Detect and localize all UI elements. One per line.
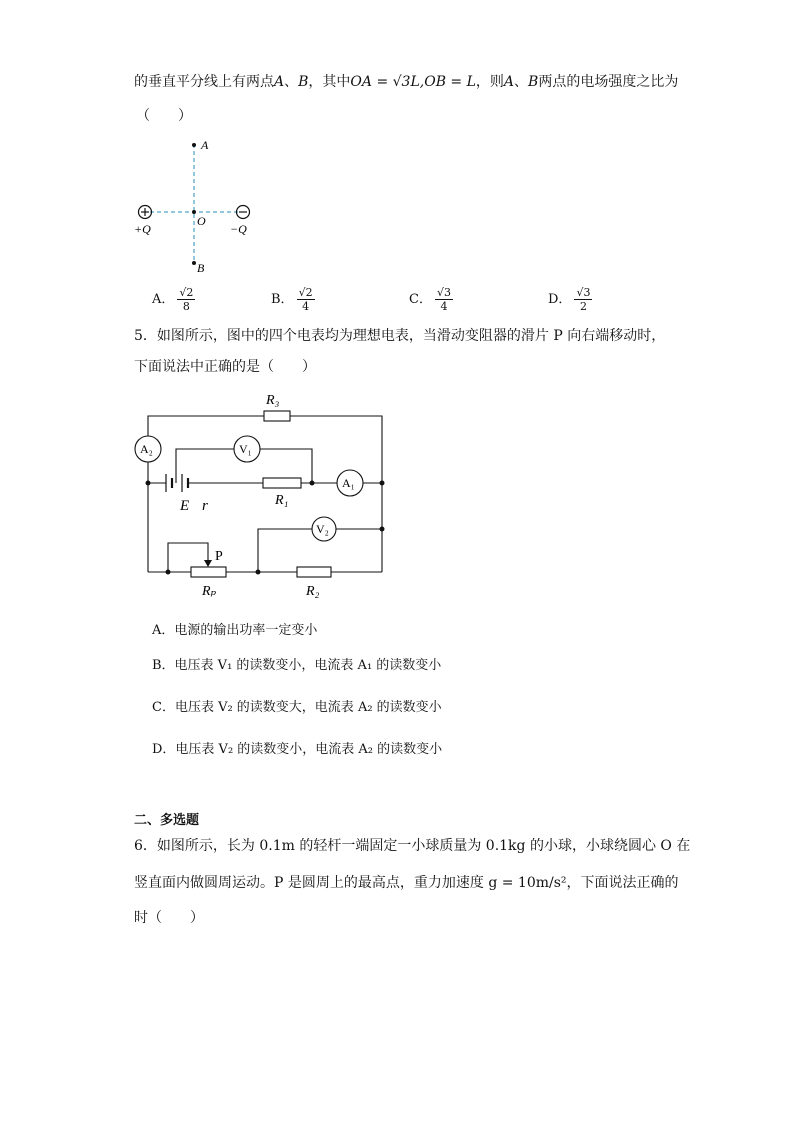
q6-stem-line2: 竖直面内做圆周运动。P 是圆周上的最高点，重力加速度 g = 10m/s²，下面说法正确的	[134, 875, 679, 891]
q4-stem-text: ，其中	[308, 74, 351, 90]
option-letter: A．	[152, 292, 175, 307]
label-v2: V₂	[316, 522, 329, 536]
fraction: $\frac{√3}{4}$	[436, 286, 451, 313]
label-rp: Rₚ	[202, 584, 217, 599]
battery-icon	[166, 474, 188, 492]
q6-stem-line3: 时（ ）	[134, 910, 204, 926]
q4-stem-text: 的垂直平分线上有两点	[134, 74, 274, 90]
q4-option-b[interactable]	[271, 286, 315, 313]
fraction: $\frac{√2}{4}$	[298, 286, 313, 313]
label-o: O	[197, 214, 206, 228]
separator: 、	[284, 74, 299, 90]
fraction: $\frac{√3}{2}$	[576, 286, 591, 313]
point-a-label: A	[503, 74, 515, 90]
q4-stem-text: 两点的电场强度之比为	[538, 74, 679, 90]
option-letter: C．	[409, 292, 432, 307]
q4-answer-bracket: （ ）	[136, 108, 192, 124]
label-r3: R₃	[266, 393, 280, 408]
label-r: r	[202, 498, 208, 514]
point-a-label: A	[274, 74, 285, 90]
q4-formula: OA = √3L,OB = L	[350, 74, 476, 90]
point-o-dot	[192, 210, 196, 214]
label-positive-q: +Q	[134, 222, 151, 236]
q4-option-d[interactable]	[548, 286, 592, 313]
point-b-dot	[192, 261, 196, 265]
rheostat-rp	[191, 567, 226, 577]
label-v1: V₁	[239, 442, 252, 456]
q4-stem-text: ，则	[475, 74, 504, 90]
label-a1: A₁	[342, 476, 355, 490]
positive-charge-icon	[139, 206, 152, 219]
q4-option-a[interactable]	[152, 286, 195, 313]
slider-arrow-icon	[204, 560, 212, 567]
q5-stem-line1: 5．如图所示，图中的四个电表均为理想电表，当滑动变阻器的滑片 P 向右端移动时，	[134, 328, 666, 344]
label-r2: R₂	[306, 584, 320, 599]
q5-stem-line2: 下面说法中正确的是（ ）	[134, 359, 316, 375]
q4-charge-figure	[130, 132, 270, 280]
q5-circuit-diagram	[130, 388, 400, 608]
label-a: A	[201, 138, 209, 152]
point-b-label: B	[298, 74, 309, 90]
q5-option-a[interactable]: A．电源的输出功率一定变小	[152, 623, 318, 638]
point-a-dot	[192, 143, 196, 147]
option-letter: B．	[271, 292, 294, 307]
label-r1: R₁	[275, 493, 289, 508]
q4-option-c[interactable]	[409, 286, 453, 313]
resistor-r1	[263, 478, 301, 488]
fraction: $\frac{√2}{8}$	[179, 286, 194, 313]
resistor-r3	[264, 411, 290, 421]
q5-option-c[interactable]: C．电压表 V₂ 的读数变大，电流表 A₂ 的读数变小	[152, 700, 442, 715]
q5-option-b[interactable]: B．电压表 V₁ 的读数变小，电流表 A₁ 的读数变小	[152, 658, 442, 673]
separator: 、	[514, 74, 529, 90]
section-title: 二、多选题	[134, 813, 200, 828]
point-b-label: B	[528, 74, 539, 90]
resistor-r2	[297, 567, 331, 577]
negative-charge-icon	[237, 206, 250, 219]
option-letter: D．	[548, 292, 572, 307]
label-a2: A₂	[140, 442, 153, 456]
label-e: E	[180, 498, 190, 514]
q4-stem-line1	[134, 73, 678, 91]
label-p: P	[215, 549, 223, 564]
label-b: B	[197, 261, 205, 275]
q6-stem-line1: 6．如图所示，长为 0.1m 的轻杆一端固定一小球质量为 0.1kg 的小球，小球绕圆心 O 在	[134, 838, 691, 854]
label-negative-q: −Q	[230, 222, 247, 236]
q5-option-d[interactable]: D．电压表 V₂ 的读数变小，电流表 A₂ 的读数变小	[152, 742, 443, 757]
